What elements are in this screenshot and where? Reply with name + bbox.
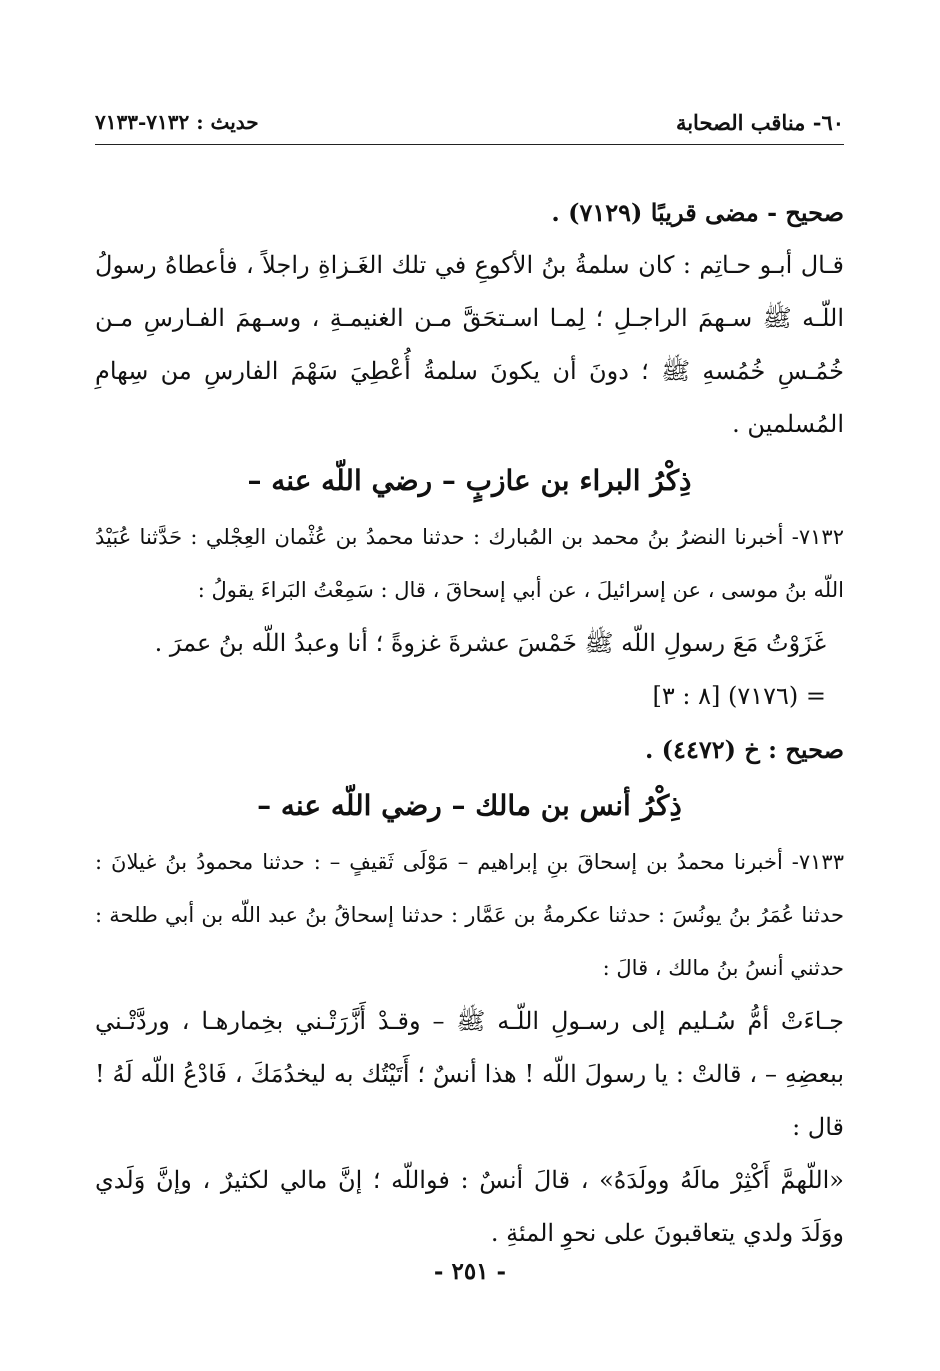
section-heading-bara: ذِكْرُ البراء بن عازبٍ – رضي اللّه عنه – xyxy=(247,464,692,497)
section-heading-anas: ذِكْرُ أنس بن مالك – رضي اللّه عنه – xyxy=(257,789,682,822)
abu-hatim-commentary: قـال أبـو حـاتِم : كان سلمةُ بنُ الأكوعِ في تلك الغَـزاةِ راجلاً ، فأعطاهُ رسولُ اللّـه ﷺ سـهمَ الراجـلِ ؛ لِمـا اسـتحَقَّ مـن الغنيمـةِ ، وسـهمَ الفـارسِ مـن خُمُـسِ خُمُسهِ ﷺ ؛ دونَ أن يكونَ سلمةُ أُعْطِيَ سَهْمَ الفارسِ من سِهامِ المُسلمين . xyxy=(95,251,844,438)
hadith-7133-isnad: ٧١٣٣- أخبرنا محمدُ بن إسحاقَ بنِ إبراهيم – مَوْلَى ثَقيفٍ – : حدثنا محمودُ بنُ غيلانَ : حدثنا عُمَرُ بنُ يونُسَ : حدثنا عكرمةُ بن عَمَّار : حدثنا إسحاقُ بنُ عبد اللّه بن أبي طلحة : حدثني أنسُ بنُ مالك ، قالَ : xyxy=(95,850,844,980)
hadith-7133-supplication: «اللّهمَّ أَكْثِرْ مالَهُ وولَدَهُ» ، قالَ أنسٌ : فواللّه ؛ إنَّ مالي لكثيرٌ ، وإنَّ وَلَدي ووَلَدَ ولدي يتعاقبونَ على نحوِ المئةِ . xyxy=(95,1166,844,1247)
grading-line: صحيح - مضى قريبًا (٧١٢٩) . xyxy=(551,198,844,227)
running-header xyxy=(95,100,844,145)
page-body xyxy=(95,186,844,1260)
hadith-range: حديث : ٧١٣٢-٧١٣٣ xyxy=(95,110,259,134)
cross-reference: = (٧١٧٦) [٨ : ٣] xyxy=(652,682,826,710)
chapter-title: ٦٠- مناقب الصحابة xyxy=(675,110,844,135)
hadith-7132-matn: غَزَوْتُ مَعَ رسولِ اللّه ﷺ خَمْسَ عشرةَ غزوةً ؛ أنا وعبدُ اللّه بنُ عمرَ . xyxy=(154,629,826,657)
hadith-7133-matn: جـاءَتْ أمُّ سُـليم إلى رسـولِ اللّـه ﷺ – وقـدْ أَزَّرَتْـني بخِمارهـا ، وردَّتْـني ببعضِهِ – ، قالتْ : يا رسولَ اللّه ! هذا أنسٌ ؛ أَتَيْتُك به ليخدُمَكَ ، فَادْعُ اللّه لَهُ ! قال : xyxy=(95,1007,844,1141)
hadith-7132-isnad: ٧١٣٢- أخبرنا النضرُ بنُ محمد بن المُبارك : حدثنا محمدُ بن عُثْمان العِجْلي : حَدَّثنا عُبَيْدُ اللّه بنُ موسى ، عن إسرائيلَ ، عن أبي إسحاقَ ، قال : سَمِعْتُ البَراءَ يقولُ : xyxy=(95,525,844,602)
page-number: - ٢٥١ - xyxy=(433,1258,507,1285)
grading-line-2: صحيح : خ (٤٤٧٢) . xyxy=(644,735,844,764)
